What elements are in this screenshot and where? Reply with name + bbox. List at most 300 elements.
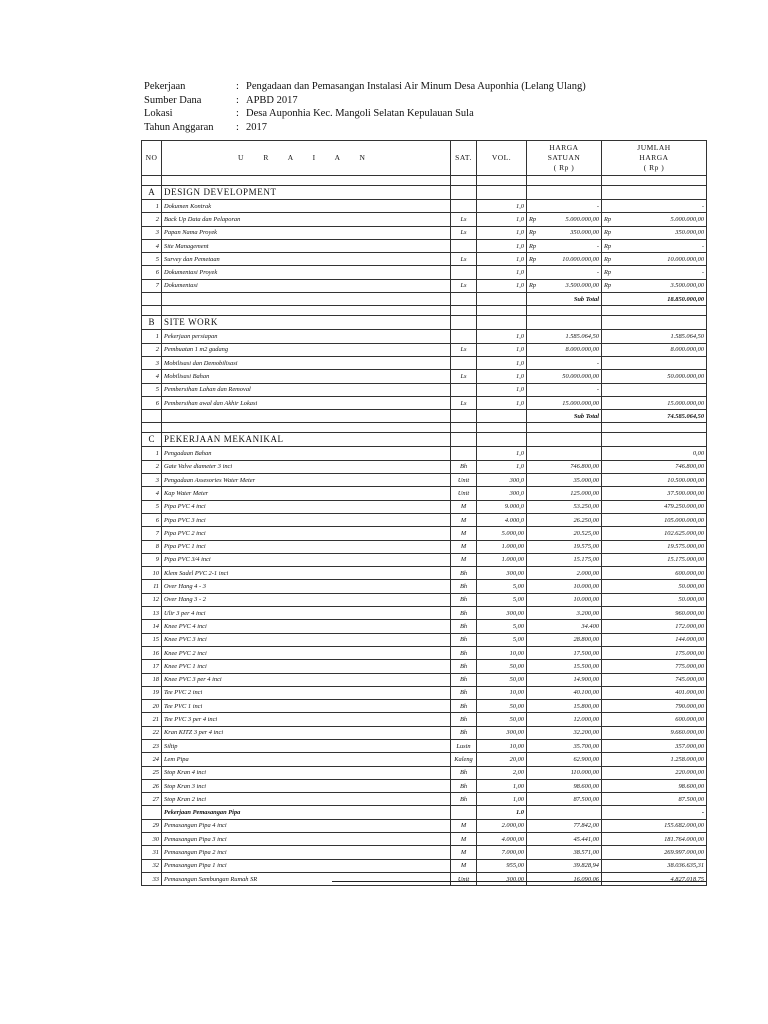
item-no: 8 xyxy=(142,540,162,553)
item-currency-unit-price xyxy=(527,343,545,356)
item-total-price: - xyxy=(622,266,707,279)
item-unit-price: 125.000,00 xyxy=(545,487,602,500)
item-description: Pipa PVC 4 inci xyxy=(162,500,451,513)
item-unit: Bh xyxy=(451,726,477,739)
item-description: Lem Pipa xyxy=(162,753,451,766)
item-no: 18 xyxy=(142,673,162,686)
table-row xyxy=(142,700,707,713)
bill-of-quantities-table xyxy=(141,140,707,886)
item-volume: 300,00 xyxy=(477,567,527,580)
item-unit-price: 20.525,00 xyxy=(545,527,602,540)
item-unit-price: - xyxy=(545,200,602,213)
item-currency-total xyxy=(602,487,622,500)
item-no: 22 xyxy=(142,726,162,739)
section-code: C xyxy=(142,433,162,447)
item-unit: Ls xyxy=(451,370,477,383)
item-currency-unit-price xyxy=(527,806,545,819)
item-no: 16 xyxy=(142,646,162,659)
item-currency-unit-price xyxy=(527,447,545,460)
table-row xyxy=(142,226,707,239)
item-total-price: 4.827.018,75 xyxy=(622,872,707,885)
item-unit-price: 98.600,00 xyxy=(545,779,602,792)
item-volume: 5,00 xyxy=(477,633,527,646)
item-description: Back Up Data dan Pelaporan xyxy=(162,213,451,226)
header-colon: : xyxy=(236,121,239,133)
item-no: 31 xyxy=(142,846,162,859)
item-volume: 4.000,0 xyxy=(477,513,527,526)
item-total-price: 746.800,00 xyxy=(622,460,707,473)
item-total-price xyxy=(622,383,707,396)
item-description: Pembuatan 1 m2 gudang xyxy=(162,343,451,356)
item-no: 19 xyxy=(142,686,162,699)
item-currency-unit-price xyxy=(527,846,545,859)
item-no: 7 xyxy=(142,279,162,292)
table-row xyxy=(142,673,707,686)
item-no: 24 xyxy=(142,753,162,766)
table-row xyxy=(142,500,707,513)
item-unit: M xyxy=(451,846,477,859)
table-row xyxy=(142,447,707,460)
item-currency-total xyxy=(602,833,622,846)
item-unit: Bh xyxy=(451,673,477,686)
item-currency-total xyxy=(602,567,622,580)
item-volume: 1,0 xyxy=(477,356,527,369)
item-no: 13 xyxy=(142,607,162,620)
header-row xyxy=(144,80,586,94)
item-unit-price: 15.800,00 xyxy=(545,700,602,713)
item-description: Pembersihan awal dan Akhir Lokasi xyxy=(162,396,451,409)
item-total-price: 8.000.000,00 xyxy=(622,343,707,356)
col-header-no: NO xyxy=(142,141,162,176)
item-no: 7 xyxy=(142,527,162,540)
item-description: Pipa PVC 1 inci xyxy=(162,540,451,553)
item-description: Pengadaan Assesories Water Meter xyxy=(162,474,451,487)
item-unit: Bh xyxy=(451,593,477,606)
item-currency-unit-price xyxy=(527,793,545,806)
item-volume: 50,00 xyxy=(477,713,527,726)
item-no: 9 xyxy=(142,553,162,566)
item-unit: Ls xyxy=(451,226,477,239)
item-currency-unit-price xyxy=(527,553,545,566)
table-row xyxy=(142,739,707,752)
table-row xyxy=(142,253,707,266)
item-unit-price: - xyxy=(545,266,602,279)
item-volume: 955,00 xyxy=(477,859,527,872)
item-no: 27 xyxy=(142,793,162,806)
section-title: DESIGN DEVELOPMENT xyxy=(162,186,451,200)
table-row xyxy=(142,806,707,819)
item-description: Over Hang 3 - 2 xyxy=(162,593,451,606)
item-unit xyxy=(451,239,477,252)
item-total-price: 50.000,00 xyxy=(622,580,707,593)
item-currency-total xyxy=(602,819,622,832)
header-value: Desa Auponhia Kec. Mangoli Selatan Kepulauan Sula xyxy=(246,108,474,119)
item-currency-total xyxy=(602,343,622,356)
table-row xyxy=(142,567,707,580)
item-currency-unit-price xyxy=(527,633,545,646)
item-currency-total xyxy=(602,673,622,686)
item-currency-unit-price xyxy=(527,500,545,513)
item-total-price: 50.000,00 xyxy=(622,593,707,606)
subtotal-row xyxy=(142,293,707,306)
item-currency-total: Rp xyxy=(602,226,622,239)
item-volume: 7.000,00 xyxy=(477,846,527,859)
project-header xyxy=(144,80,586,134)
item-description: Stop Kran 4 inci xyxy=(162,766,451,779)
item-total-price: 102.625.000,00 xyxy=(622,527,707,540)
item-unit-price: 50.000.000,00 xyxy=(545,370,602,383)
item-unit-price: 17.500,00 xyxy=(545,646,602,659)
item-no: 6 xyxy=(142,513,162,526)
table-row xyxy=(142,753,707,766)
item-volume: 1,0 xyxy=(477,396,527,409)
item-total-price: 350.000,00 xyxy=(622,226,707,239)
item-total-price: 401.000,00 xyxy=(622,686,707,699)
item-volume: 1,0 xyxy=(477,200,527,213)
item-unit-price: - xyxy=(545,239,602,252)
item-volume: 2.000,00 xyxy=(477,819,527,832)
section-code: B xyxy=(142,316,162,330)
item-unit: Ls xyxy=(451,253,477,266)
item-description: Tee PVC 2 inci xyxy=(162,686,451,699)
item-volume: 1,0 xyxy=(477,383,527,396)
item-volume: 1,0 xyxy=(477,279,527,292)
item-unit: Bh xyxy=(451,660,477,673)
header-value: APBD 2017 xyxy=(246,94,298,106)
item-unit: M xyxy=(451,500,477,513)
item-description: Ulir 3 per 4 inci xyxy=(162,607,451,620)
item-unit: M xyxy=(451,819,477,832)
item-volume: 1,0 xyxy=(477,253,527,266)
table-row xyxy=(142,660,707,673)
item-description: Dokumen Kontrak xyxy=(162,200,451,213)
table-row xyxy=(142,819,707,832)
item-currency-unit-price xyxy=(527,396,545,409)
item-currency-total xyxy=(602,553,622,566)
item-unit: Unit xyxy=(451,872,477,885)
table-row xyxy=(142,513,707,526)
item-total-price xyxy=(622,356,707,369)
item-currency-total xyxy=(602,200,622,213)
item-currency-total xyxy=(602,753,622,766)
item-currency-total xyxy=(602,383,622,396)
table-row xyxy=(142,607,707,620)
item-description: Mobilisasi Bahan xyxy=(162,370,451,383)
item-total-price: 1.258.000,00 xyxy=(622,753,707,766)
header-row xyxy=(144,121,586,135)
item-currency-unit-price xyxy=(527,739,545,752)
item-currency-unit-price xyxy=(527,700,545,713)
item-unit-price: 34.400 xyxy=(545,620,602,633)
item-volume: 1,00 xyxy=(477,779,527,792)
item-total-price: 144.000,00 xyxy=(622,633,707,646)
item-unit: Bh xyxy=(451,607,477,620)
item-unit: Ls xyxy=(451,396,477,409)
item-currency-unit-price xyxy=(527,726,545,739)
item-description: Knee PVC 2 inci xyxy=(162,646,451,659)
item-total-price: 775.000,00 xyxy=(622,660,707,673)
item-currency-total xyxy=(602,330,622,343)
item-total-price: 181.764.000,00 xyxy=(622,833,707,846)
item-currency-unit-price xyxy=(527,487,545,500)
item-description: Tee PVC 3 per 4 inci xyxy=(162,713,451,726)
item-currency-total xyxy=(602,779,622,792)
item-unit-price: 35.000,00 xyxy=(545,474,602,487)
item-unit-price: 746.800,00 xyxy=(545,460,602,473)
section-row xyxy=(142,186,707,200)
item-total-price: 479.250.000,00 xyxy=(622,500,707,513)
item-no: 17 xyxy=(142,660,162,673)
item-currency-total xyxy=(602,846,622,859)
header-label: Sumber Dana xyxy=(144,94,202,106)
header-colon: : xyxy=(236,108,239,119)
item-unit xyxy=(451,383,477,396)
item-currency-unit-price xyxy=(527,460,545,473)
item-unit-price: 87.500,00 xyxy=(545,793,602,806)
item-volume: 50,00 xyxy=(477,660,527,673)
table-row xyxy=(142,474,707,487)
table-row xyxy=(142,356,707,369)
section-code: A xyxy=(142,186,162,200)
item-currency-unit-price xyxy=(527,646,545,659)
item-currency-total xyxy=(602,700,622,713)
header-colon: : xyxy=(236,81,239,92)
item-currency-unit-price xyxy=(527,673,545,686)
item-total-price: 1.585.064,50 xyxy=(622,330,707,343)
item-volume: 10,00 xyxy=(477,686,527,699)
table-row xyxy=(142,527,707,540)
item-currency-unit-price xyxy=(527,513,545,526)
item-unit-price xyxy=(545,447,602,460)
item-total-price: 3.500.000,00 xyxy=(622,279,707,292)
item-currency-total xyxy=(602,474,622,487)
item-description: Papan Nama Proyek xyxy=(162,226,451,239)
item-total-price: 10.000.000,00 xyxy=(622,253,707,266)
item-unit-price: 28.800,00 xyxy=(545,633,602,646)
item-unit-price: 62.900,00 xyxy=(545,753,602,766)
item-total-price: 15.175.000,00 xyxy=(622,553,707,566)
item-currency-unit-price: Rp xyxy=(527,253,545,266)
item-no: 32 xyxy=(142,859,162,872)
item-total-price: 155.682.000,00 xyxy=(622,819,707,832)
item-unit: M xyxy=(451,833,477,846)
item-unit-price: 45.441,00 xyxy=(545,833,602,846)
item-total-price: 600.000,00 xyxy=(622,713,707,726)
table-row xyxy=(142,859,707,872)
item-no: 15 xyxy=(142,633,162,646)
item-total-price: 960.000,00 xyxy=(622,607,707,620)
item-no: 4 xyxy=(142,487,162,500)
item-unit: Bh xyxy=(451,633,477,646)
item-description: Knee PVC 3 per 4 inci xyxy=(162,673,451,686)
col-header-harga-satuan xyxy=(527,141,602,176)
item-no: 21 xyxy=(142,713,162,726)
item-no: 25 xyxy=(142,766,162,779)
item-unit-price: 8.000.000,00 xyxy=(545,343,602,356)
item-total-price: 37.500.000,00 xyxy=(622,487,707,500)
col-header-uraian: U R A I A N xyxy=(162,141,451,176)
item-unit-price: 12.000,00 xyxy=(545,713,602,726)
item-unit-price: 35.700,00 xyxy=(545,739,602,752)
item-currency-total xyxy=(602,872,622,885)
table-row xyxy=(142,646,707,659)
item-description: Pemasangan Sambungan Rumah SR xyxy=(162,872,451,885)
item-volume: 5,00 xyxy=(477,580,527,593)
item-total-price: 105.000.000,00 xyxy=(622,513,707,526)
item-unit: Ls xyxy=(451,343,477,356)
item-total-price: 87.500,00 xyxy=(622,793,707,806)
item-unit-price: 15.175,00 xyxy=(545,553,602,566)
item-description: Site Management xyxy=(162,239,451,252)
col-header-harga-line2: SATUAN xyxy=(547,153,581,162)
item-unit xyxy=(451,356,477,369)
item-currency-total xyxy=(602,447,622,460)
item-no: 5 xyxy=(142,500,162,513)
item-description: Kran KITZ 3 per 4 inci xyxy=(162,726,451,739)
item-unit xyxy=(451,806,477,819)
item-total-price: 10.500.000,00 xyxy=(622,474,707,487)
item-currency-unit-price xyxy=(527,620,545,633)
item-currency-unit-price xyxy=(527,593,545,606)
table-row xyxy=(142,383,707,396)
item-volume: 2,00 xyxy=(477,766,527,779)
col-header-jumlah-line3: ( Rp ) xyxy=(643,163,665,172)
table-row xyxy=(142,633,707,646)
section-title: PEKERJAAN MEKANIKAL xyxy=(162,433,451,447)
item-description: Knee PVC 3 inci xyxy=(162,633,451,646)
item-currency-total xyxy=(602,713,622,726)
item-currency-total xyxy=(602,607,622,620)
item-description: Pipa PVC 3/4 inci xyxy=(162,553,451,566)
item-unit-price: 26.250,00 xyxy=(545,513,602,526)
item-no: 30 xyxy=(142,833,162,846)
item-currency-total xyxy=(602,356,622,369)
item-description: Pemasangan Pipa 4 inci xyxy=(162,819,451,832)
item-no: 5 xyxy=(142,253,162,266)
item-volume: 1,0 xyxy=(477,330,527,343)
item-total-price: 19.575.000,00 xyxy=(622,540,707,553)
item-no: 29 xyxy=(142,819,162,832)
item-currency-total xyxy=(602,633,622,646)
col-header-harga-line1: HARGA xyxy=(549,143,579,152)
item-total-price: 38.036.635,31 xyxy=(622,859,707,872)
item-currency-unit-price xyxy=(527,819,545,832)
header-label: Lokasi xyxy=(144,108,173,119)
item-description: Knee PVC 4 inci xyxy=(162,620,451,633)
item-description: Stop Kran 3 inci xyxy=(162,779,451,792)
item-description: Mobilisasi dan Demobilisasi xyxy=(162,356,451,369)
item-unit-price: 10.000,00 xyxy=(545,593,602,606)
table-row xyxy=(142,872,707,885)
spacer-row xyxy=(142,423,707,433)
col-header-vol: VOL. xyxy=(477,141,527,176)
spacer-row xyxy=(142,176,707,186)
item-unit: Ls xyxy=(451,213,477,226)
item-volume: 300,0 xyxy=(477,487,527,500)
col-header-jumlah-harga xyxy=(602,141,707,176)
item-unit: Bh xyxy=(451,766,477,779)
item-currency-total xyxy=(602,593,622,606)
item-currency-total xyxy=(602,739,622,752)
header-row xyxy=(144,94,586,108)
item-unit xyxy=(451,330,477,343)
section-row xyxy=(142,433,707,447)
item-currency-total xyxy=(602,396,622,409)
item-unit: Kaleng xyxy=(451,753,477,766)
header-row xyxy=(144,107,586,121)
item-total-price: 357.000,00 xyxy=(622,739,707,752)
item-no: 2 xyxy=(142,213,162,226)
item-currency-unit-price xyxy=(527,686,545,699)
item-unit: Bh xyxy=(451,700,477,713)
item-currency-total xyxy=(602,460,622,473)
item-unit-price: 32.200,00 xyxy=(545,726,602,739)
item-currency-total: Rp xyxy=(602,213,622,226)
table-row xyxy=(142,460,707,473)
item-volume: 300,00 xyxy=(477,726,527,739)
header-label: Tahun Anggaran xyxy=(144,121,214,133)
item-currency-unit-price xyxy=(527,779,545,792)
item-currency-unit-price xyxy=(527,766,545,779)
item-unit: M xyxy=(451,513,477,526)
item-no: 12 xyxy=(142,593,162,606)
item-volume: 4.000,00 xyxy=(477,833,527,846)
item-unit-price: 350.000,00 xyxy=(545,226,602,239)
item-volume: 5,00 xyxy=(477,620,527,633)
item-currency-unit-price: Rp xyxy=(527,226,545,239)
item-volume: 1.000,00 xyxy=(477,540,527,553)
item-description: Kap Water Meter xyxy=(162,487,451,500)
item-no: 5 xyxy=(142,383,162,396)
item-currency-total xyxy=(602,370,622,383)
item-unit: M xyxy=(451,859,477,872)
item-currency-total: Rp xyxy=(602,266,622,279)
item-currency-unit-price xyxy=(527,540,545,553)
item-no: 2 xyxy=(142,460,162,473)
item-description: Pemasangan Pipa 1 inci xyxy=(162,859,451,872)
item-currency-total xyxy=(602,513,622,526)
item-description: Dokumentasi Proyek xyxy=(162,266,451,279)
item-total-price: 220.000,00 xyxy=(622,766,707,779)
item-unit-price: 39.828,94 xyxy=(545,859,602,872)
item-currency-total xyxy=(602,793,622,806)
item-currency-unit-price xyxy=(527,607,545,620)
table-row xyxy=(142,370,707,383)
table-row xyxy=(142,686,707,699)
col-header-jumlah-line1: JUMLAH xyxy=(637,143,671,152)
table-row xyxy=(142,793,707,806)
item-no: 4 xyxy=(142,370,162,383)
item-total-price: 175.000,00 xyxy=(622,646,707,659)
item-unit-price: 15.000.000,00 xyxy=(545,396,602,409)
col-header-jumlah-line2: HARGA xyxy=(639,153,669,162)
item-unit-price: 3.500.000,00 xyxy=(545,279,602,292)
item-unit-price: 5.000.000,00 xyxy=(545,213,602,226)
table-row xyxy=(142,846,707,859)
item-currency-total xyxy=(602,806,622,819)
item-description: Knee PVC 1 inci xyxy=(162,660,451,673)
col-header-harga-line3: ( Rp ) xyxy=(553,163,575,172)
item-currency-total: Rp xyxy=(602,279,622,292)
header-value: 2017 xyxy=(246,121,267,133)
item-total-price: - xyxy=(622,239,707,252)
item-no: 1 xyxy=(142,200,162,213)
item-currency-total xyxy=(602,527,622,540)
item-unit-price: 2.000,00 xyxy=(545,567,602,580)
table-row xyxy=(142,713,707,726)
item-currency-unit-price: Rp xyxy=(527,239,545,252)
item-no: 14 xyxy=(142,620,162,633)
